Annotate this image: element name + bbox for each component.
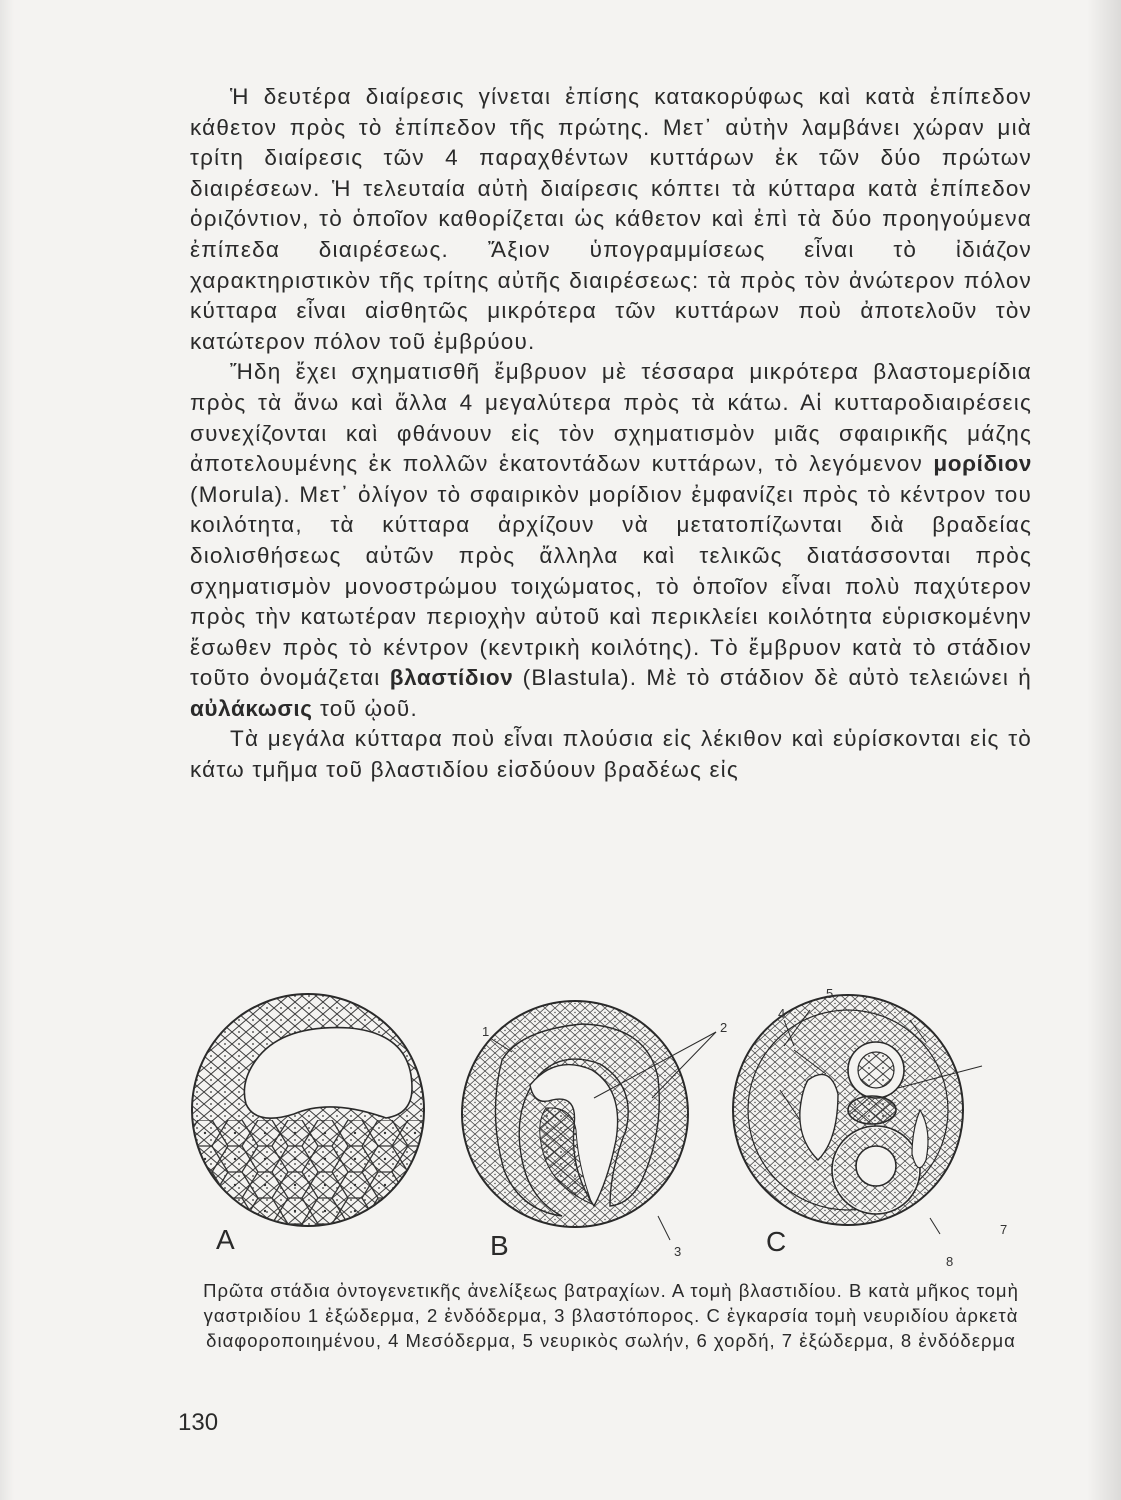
binding-shadow xyxy=(0,0,14,1500)
paragraph-1 xyxy=(190,82,1032,357)
paragraph-3-text: Τὰ μεγάλα κύτταρα ποὺ εἶναι πλούσια εἰς λέκιθον καὶ εὑρίσκονται εἰς τὸ κάτω τμῆμα τοῦ βλαστιδίου εἰσδύουν βραδέως εἰς xyxy=(190,726,1032,783)
neurula-drawing xyxy=(733,995,982,1234)
figure-c-label-4: 4 xyxy=(778,1006,786,1021)
term-cleavage: αὐλάκωσις xyxy=(190,695,313,721)
figure-label-c: C xyxy=(766,1226,787,1257)
figure-c-label-5: 5 xyxy=(826,986,834,1001)
figure-b-label-3: 3 xyxy=(674,1244,682,1259)
paragraph-2-text-a: Ἤδη ἔχει σχηματισθῆ ἔμβρυον μὲ τέσσαρα μικρότερα βλαστομερίδια πρὸς τὰ ἄνω καὶ ἄλλα 4 μεγαλύτερα πρὸς τὰ κάτω. Αἱ κυτταροδιαιρέσεις συνεχίζονται καὶ φθάνουν εἰς τὸν σχηματισμὸν μιᾶς σφαιρικῆς μάζης ἀποτελουμένης ἐκ πολλῶν ἑκατοντάδων κυττάρων, τὸ λεγόμενον xyxy=(190,359,1032,477)
paragraph-2 xyxy=(190,357,1032,724)
paragraph-2-text-b: (Morula). Μετ᾽ ὀλίγον τὸ σφαιρικὸν μορίδιον ἐμφανίζει πρὸς τὸ κέντρον του κοιλότητα, τὰ κύτταρα ἀρχίζουν νὰ μετατοπίζωνται διὰ βραδείας διολισθήσεως αὐτῶν πρὸς ἄλληλα καὶ τελικῶς διατάσσονται πρὸς σχηματισμὸν μονοστρώμου τοιχώματος, τὸ ὁποῖον εἶναι πολὺ παχύτερον πρὸς τὴν κατωτέραν περιοχὴν αὐτοῦ καὶ περικλείει κοιλότητα εὑρισκομένην ἔσωθεν πρὸς τὸ κέντρον (κεντρικὴ κοιλότης). Τὸ ἔμβρυον κατὰ τὸ στάδιον τοῦτο ὀνομάζεται xyxy=(190,481,1032,691)
figure-label-a: A xyxy=(216,1224,235,1255)
term-blastula: βλαστίδιον xyxy=(389,665,514,691)
body-text xyxy=(190,82,1032,786)
page-number: 130 xyxy=(178,1409,219,1436)
paragraph-2-text-d: τοῦ ᾠοῦ. xyxy=(320,695,418,721)
blastula-drawing xyxy=(190,994,430,1240)
embryo-figure xyxy=(190,986,1040,1290)
figure-label-b: B xyxy=(490,1230,509,1261)
paragraph-3 xyxy=(190,724,1032,785)
paragraph-2-text-c: (Blastula). Μὲ τὸ στάδιον δὲ αὐτὸ τελειώνει ἡ xyxy=(522,665,1033,691)
gastrula-drawing xyxy=(462,1001,716,1240)
page-edge-shadow xyxy=(1087,0,1121,1500)
figure-c-label-8: 8 xyxy=(946,1254,954,1269)
term-morula: μορίδιον xyxy=(933,451,1032,477)
figure-c-label-7: 7 xyxy=(1000,1222,1008,1237)
embryo-drawings xyxy=(190,990,1040,1290)
figure-b-label-1: 1 xyxy=(482,1024,490,1039)
paragraph-1-text: Ἡ δευτέρα διαίρεσις γίνεται ἐπίσης κατακορύφως καὶ κατὰ ἐπίπεδον κάθετον πρὸς τὸ ἐπίπεδον τῆς πρώτης. Μετ᾽ αὐτὴν λαμβάνει χώραν μιὰ τρίτη διαίρεσις τῶν 4 παραχθέντων κυττάρων ἐκ τῶν δύο πρώτων διαιρέσεων. Ἡ τελευταία αὐτὴ διαίρεσις κόπτει τὰ κύτταρα κατὰ ἐπίπεδον ὁριζόντιον, τὸ ὁποῖον καθορίζεται ὡς κάθετον καὶ ἐπὶ τὰ δύο προηγούμενα ἐπίπεδα διαιρέσεως. Ἄξιον ὑπογραμμίσεως εἶναι τὸ ἰδιάζον χαρακτηριστικὸν τῆς τρίτης αὐτῆς διαιρέσεως: τὰ πρὸς τὸν ἀνώτερον πόλον κύτταρα εἶναι αἰσθητῶς μικρότερα τῶν κυττάρων ποὺ ἀποτελοῦν τὸν κατώτερον πόλον τοῦ ἐμβρύου. xyxy=(190,84,1032,354)
figure-b-label-2: 2 xyxy=(720,1020,728,1035)
figure-caption: Πρῶτα στάδια ὀντογενετικῆς ἀνελίξεως βατραχίων. Α τομὴ βλαστιδίου. Β κατὰ μῆκος τομὴ γαστριδίου 1 ἐξώδερμα, 2 ἐνδόδερμα, 3 βλαστόπορος. C ἐγκαρσία τομὴ νευριδίου ἀρκετὰ διαφοροποιημένου, 4 Μεσόδερμα, 5 νευρικὸς σωλήν, 6 χορδή, 7 ἐξώδερμα, 8 ἐνδόδερμα xyxy=(203,1280,1019,1351)
